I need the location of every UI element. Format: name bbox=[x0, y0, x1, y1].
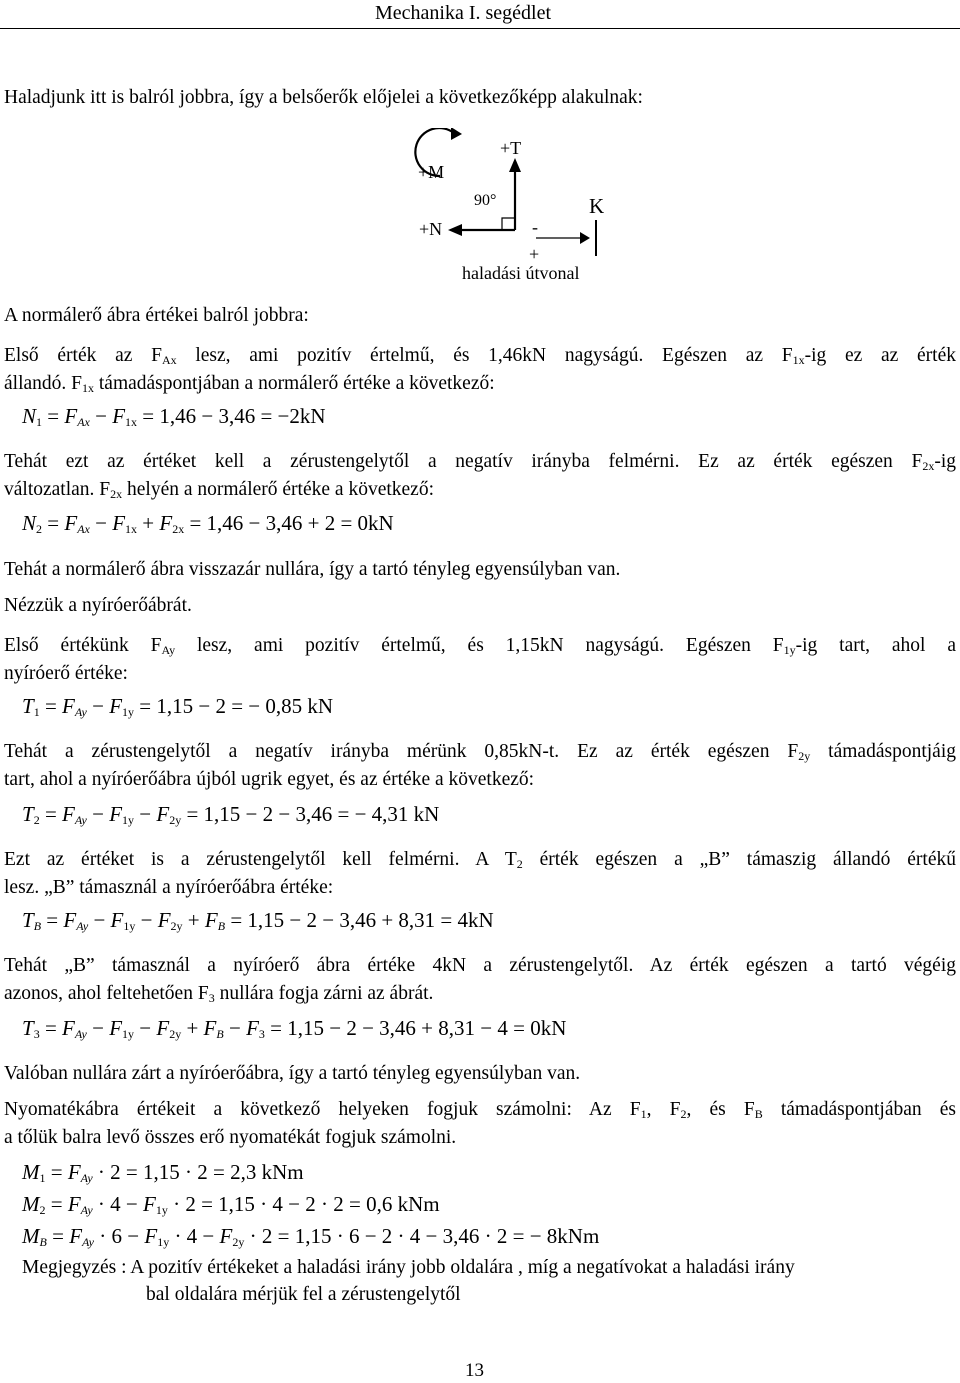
paragraph-4-line-2: nyíróerő értéke: bbox=[4, 663, 128, 684]
sign-convention-diagram bbox=[390, 128, 610, 298]
note-line-1: Megjegyzés : A pozitív értékeket a haladási irány jobb oldalára , míg a negatívokat a haladási irány bbox=[22, 1257, 795, 1278]
paragraph-7-line-1: Tehát „B” támasznál a nyíróerő ábra értéke 4kN a zérustengelytől. Az érték egészen a tartó végéig bbox=[4, 955, 956, 976]
equation-n2: $N_2 = F_{Ax} - F_{1x} + F_{2x} = 1,46 - 3,46 + 2 = 0kN$ bbox=[22, 511, 394, 536]
paragraph-6-line-2: lesz. „B” támasznál a nyíróerőábra értéke: bbox=[4, 877, 334, 898]
paragraph-7-line-2: azonos, ahol feltehetően $F_3$ nullára fogja zárni az ábrát. bbox=[4, 983, 434, 1005]
equation-m1: $M_1 = F_{Ay} \cdot 2 = 1,15 \cdot 2 = 2,3$ kNm bbox=[22, 1160, 304, 1185]
shear-label: +T bbox=[500, 138, 522, 158]
paragraph-6-line-1: Ezt az értéket is a zérustengelytől kell felmérni. A $T_2$ érték egészen a „B” támaszig állandó értékű bbox=[4, 849, 956, 871]
page-number: 13 bbox=[465, 1360, 484, 1381]
moment-label: +M bbox=[418, 162, 445, 182]
paragraph-5-line-1: Tehát a zérustengelytől a negatív irányba mérünk 0,85kN-t. Ez az érték egészen $F_{2y}$ támadáspontjáig bbox=[4, 741, 956, 763]
angle-label: 90° bbox=[474, 192, 497, 209]
paragraph-5-line-2: tart, ahol a nyíróerőábra újból ugrik egyet, és az értéke a következő: bbox=[4, 769, 535, 790]
equation-m2: $M_2 = F_{Ay} \cdot 4 - F_{1y} \cdot 2 = 1,15 \cdot 4 - 2 \cdot 2 = 0,6$ kNm bbox=[22, 1192, 440, 1217]
plus-side-label: + bbox=[529, 244, 540, 264]
header-title: Mechanika I. segédlet bbox=[375, 2, 552, 24]
normal-force-label: +N bbox=[419, 219, 443, 239]
paragraph-2-line-2: változatlan. $F_{2x}$ helyén a normálerő értéke a következő: bbox=[4, 479, 434, 501]
equation-t1: $T_1 = F_{Ay} - F_{1y} = 1,15 - 2$ = − 0,85 kN bbox=[22, 694, 334, 719]
normal-force-caption: A normálerő ábra értékei balról jobbra: bbox=[4, 305, 309, 326]
equation-mb: $M_B = F_{Ay} \cdot 6 - F_{1y} \cdot 4 - F_{2y} \cdot 2 = 1,15 \cdot 6 - 2 \cdot 4 - 3,46 \cdot 2$ = − 8kNm bbox=[22, 1224, 600, 1249]
equation-t2: $T_2 = F_{Ay} - F_{1y} - F_{2y} = 1,15 - 2 - 3,46$ = − 4,31 kN bbox=[22, 802, 440, 827]
travel-direction-label: haladási útvonal bbox=[462, 263, 580, 283]
equation-tb: $T_B = F_{Ay} - F_{1y} - F_{2y} + F_B = 1,15 - 2 - 3,46 + 8,31 = 4kN$ bbox=[22, 908, 494, 933]
paragraph-1-line-1: Első érték az $F_{Ax}$ lesz, ami pozitív értelmű, és 1,46kN nagyságú. Egészen az $F_{1x}-ig$ ez az érték bbox=[4, 345, 956, 367]
equation-t3: $T_3 = F_{Ay} - F_{1y} - F_{2y} + F_B - F_3 = 1,15 - 2 - 3,46 + 8,31 - 4 = 0kN$ bbox=[22, 1016, 567, 1041]
paragraph-2-line-1: Tehát ezt az értéket kell a zérustengelytől a negatív irányba felmérni. Ez az érték egészen $F_{2x}-ig$ bbox=[4, 451, 956, 473]
intro-text: Haladjunk itt is balról jobbra, így a belsőerők előjelei a következőképp alakulnak: bbox=[4, 87, 643, 108]
paragraph-3: Tehát a normálerő ábra visszazár nullára, így a tartó tényleg egyensúlyban van. bbox=[4, 559, 621, 580]
paragraph-9-line-2: a tőlük balra levő összes erő nyomatékát fogjuk számolni. bbox=[4, 1127, 457, 1148]
shear-heading: Nézzük a nyíróerőábrát. bbox=[4, 595, 192, 616]
paragraph-1-line-2: állandó. $F_{1x}$ támadáspontjában a normálerő értéke a következő: bbox=[4, 373, 495, 395]
paragraph-4-line-1: Első értékünk $F_{Ay}$ lesz, ami pozitív értelmű, és 1,15kN nagyságú. Egészen $F_{1y}-ig$ tart, ahol a bbox=[4, 635, 957, 657]
minus-side-label: - bbox=[532, 217, 538, 237]
note-line-2: bal oldalára mérjük fel a zérustengelytől bbox=[146, 1284, 461, 1305]
equation-n1: $N_1 = F_{Ax} - F_{1x} = 1,46 - 3,46 = -2kN$ bbox=[22, 404, 326, 429]
paragraph-8: Valóban nullára zárt a nyíróerőábra, így a tartó tényleg egyensúlyban van. bbox=[4, 1063, 581, 1084]
page-header bbox=[0, 0, 960, 29]
paragraph-9-line-1: Nyomatékábra értékeit a következő helyeken fogjuk számolni: Az $F_1$, $F_2$, és $F_B$ támadáspontjában és bbox=[4, 1099, 956, 1121]
section-k-label: K bbox=[589, 194, 605, 218]
